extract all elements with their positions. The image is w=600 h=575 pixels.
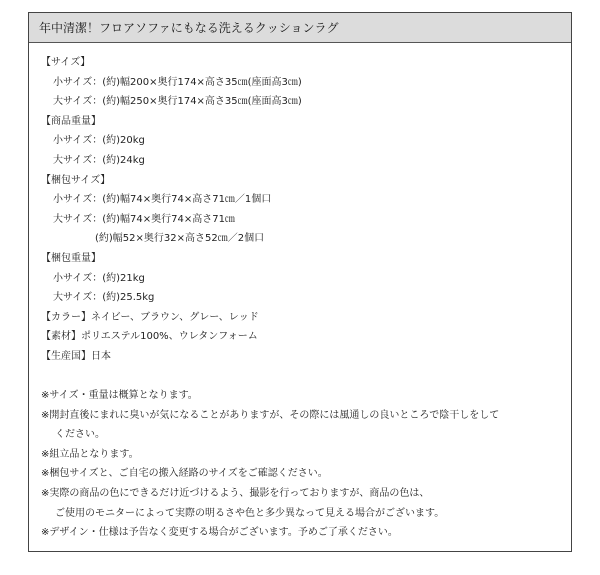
color-line: 【カラー】ネイビー、ブラウン、グレー、レッド xyxy=(41,311,259,323)
note-odor-2: ください。 xyxy=(55,429,105,441)
note-approximate: ※サイズ・重量は概算となります。 xyxy=(41,390,198,402)
note-color-2: ご使用のモニターによって実際の明るさや色と多少異なって見える場合がございます。 xyxy=(55,507,445,519)
package-weight-large: 大サイズ：(約)25.5kg xyxy=(53,292,155,304)
package-size-large-1: 大サイズ：(約)幅74×奥行74×高さ71㎝ xyxy=(53,213,235,225)
note-odor-1: ※開封直後にまれに臭いが気になることがありますが、その際には風通しの良いところで陰干しをして xyxy=(41,409,500,421)
weight-large: 大サイズ：(約)24kg xyxy=(53,154,145,166)
section-spacer xyxy=(41,367,571,387)
package-size-large-2: (約)幅52×奥行32×高さ52㎝／2個口 xyxy=(95,233,265,245)
note-color-1: ※実際の商品の色にできるだけ近づけるよう、撮影を行っておりますが、商品の色は、 xyxy=(41,488,430,500)
package-size-small: 小サイズ：(約)幅74×奥行74×高さ71㎝／1個口 xyxy=(53,194,272,206)
package-weight-small: 小サイズ：(約)21kg xyxy=(53,272,145,284)
size-small: 小サイズ：(約)幅200×奥行174×高さ35㎝(座面高3㎝) xyxy=(53,76,302,88)
product-spec-panel xyxy=(28,12,572,552)
spec-body xyxy=(29,43,571,543)
material-line: 【素材】ポリエステル100%、ウレタンフォーム xyxy=(41,331,258,343)
size-heading: 【サイズ】 xyxy=(41,57,91,68)
weight-heading: 【商品重量】 xyxy=(41,115,101,127)
package-size-heading: 【梱包サイズ】 xyxy=(41,174,111,186)
weight-small: 小サイズ：(約)20kg xyxy=(53,135,145,147)
note-design-change: ※デザイン・仕様は予告なく変更する場合がございます。予めご了承ください。 xyxy=(41,527,398,539)
note-assembly: ※組立品となります。 xyxy=(41,448,139,460)
size-large: 大サイズ：(約)幅250×奥行174×高さ35㎝(座面高3㎝) xyxy=(53,96,302,108)
origin-line: 【生産国】日本 xyxy=(41,350,111,362)
note-delivery-route: ※梱包サイズと、ご自宅の搬入経路のサイズをご確認ください。 xyxy=(41,468,328,480)
package-weight-heading: 【梱包重量】 xyxy=(41,252,101,264)
panel-title: 年中清潔！フロアソファにもなる洗えるクッションラグ xyxy=(29,13,571,43)
